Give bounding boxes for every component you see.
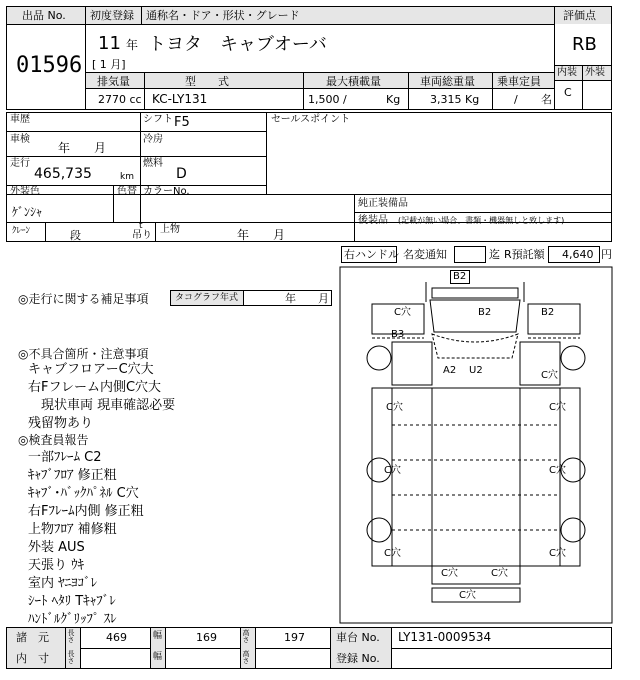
model-label: 型 式 [185,75,229,88]
lot-label: 出品 No. [22,9,66,22]
color-code-label: カラーNo. [143,186,190,197]
seats-label: 乗車定員 [497,75,541,88]
rating-label: 評価点 [563,9,596,22]
running-notes-label: ◎走行に関する補足事項 [18,292,149,306]
wheel-front-right [561,346,585,370]
damage-mark: C穴 [541,370,558,381]
upper-label: 上物 [160,224,180,235]
damage-mark: B2 [541,307,555,318]
oem-equipment-label: 純正装備品 [358,198,408,209]
damage-mark: C穴 [549,548,566,559]
inspector-line: 一部ﾌﾚｰﾑ C2 [28,450,102,465]
wheel-front-left [367,346,391,370]
damage-mark: A2 [443,365,457,376]
shift-value: F5 [174,115,190,130]
damage-mark: C穴 [384,548,401,559]
interior-grade: C [564,86,572,99]
crane-ton: 吊り [132,230,152,241]
tacho-label: タコグラフ年式 [175,293,239,303]
chassis-value: LY131-0009534 [398,630,492,644]
left-door [392,342,432,385]
weight-label: 車両総重量 [420,75,475,88]
tacho-value: 年 月 [285,292,329,305]
height-label: 高さ [242,629,250,643]
recycle-label: R預託額 [504,248,545,261]
bed-floor [392,388,560,566]
crane-stage: 段 [70,229,81,242]
inspector-line: 上物ﾌﾛｱ 補修粗 [28,522,117,537]
inspector-line: ｷｬﾌﾞ･ﾊﾞｯｸﾊﾟﾈﾙ C穴 [28,486,139,501]
recycle-amount: 4,640 [562,248,594,261]
seats-value: / [514,93,518,106]
color-change-label: 色替 [117,186,137,197]
mileage-unit: km [120,172,134,182]
rear-bumper [432,588,520,602]
history-label: 車歴 [10,114,30,125]
roof-outline [432,288,518,298]
damage-mark: C穴 [491,568,508,579]
damage-mark: C穴 [459,590,476,601]
length-value: 469 [106,631,127,644]
rating-value: RB [572,34,597,55]
deadline-label: 迄 [489,248,500,261]
exterior-label: 外装 [585,67,605,78]
color-label: 外装色 [10,186,40,197]
first-reg-label: 初度登録 [90,9,134,22]
defect-line: 右Fフレーム内側C穴大 [28,380,162,395]
aftermarket-note: (記載が無い場合、書類・機器無しと致します) [398,216,565,225]
gross-weight-value: 3,315 Kg [430,93,480,106]
damage-mark: C穴 [549,465,566,476]
damage-mark: B2 [453,271,467,282]
damage-mark: C穴 [394,307,411,318]
inspector-line: ｼｰﾄ ﾍﾀﾘ Tｷｬﾌﾞﾚ [28,594,116,609]
year-unit: 年 [126,38,139,52]
inner-height-label: 高さ [242,650,250,664]
height-value: 197 [284,631,305,644]
inspector-line: 天張り ｳｷ [28,558,85,573]
damage-mark: C穴 [384,465,401,476]
damage-mark: C穴 [386,402,403,413]
first-reg-month: [ 1 月] [92,58,126,71]
recycle-unit: 円 [601,248,612,261]
shift-label: シフト [143,114,173,125]
inspector-line: 右Fﾌﾚｰﾑ内側 修正粗 [28,504,144,519]
first-reg-year: 11 [98,33,121,54]
model-value: KC-LY131 [152,92,208,106]
displacement-label: 排気量 [97,75,130,88]
inspector-line: ｷｬﾌﾞﾌﾛｱ 修正粗 [28,468,117,483]
damage-mark: B2 [478,307,492,318]
name-change-label: 名変通知 [403,248,447,261]
chassis-label: 車台 No. [336,631,380,644]
color-value: ｹﾞﾝｼｬ [12,205,43,219]
defect-line: 残留物あり [28,416,94,431]
inner-length-label: 長さ [67,650,75,664]
aftermarket-label: 後装品 [358,215,388,226]
damage-mark: C穴 [441,568,458,579]
diagram-frame [340,267,612,623]
seats-unit: 名 [541,93,552,106]
steering-value: 右ハンドル [344,248,399,261]
cab-top [430,300,520,332]
lot-number: 01596 [16,53,83,78]
interior-label: 内装 [557,67,577,78]
mileage-label: 走行 [10,158,30,169]
windshield [432,334,518,358]
damage-mark: U2 [469,365,483,376]
inspection-label: 車検 [10,134,30,145]
wheel-rear-right [561,518,585,542]
car-name: トヨタ キャブオーバ [148,34,327,55]
damage-mark: C穴 [549,402,566,413]
name-label: 通称名・ドア・形状・グレード [146,9,300,22]
width-label: 幅 [153,631,163,641]
inspector-label: ◎検査員報告 [18,433,89,447]
sales-point-label: セールスポイント [271,114,351,125]
wheel-rear-left [367,518,391,542]
defect-line: キャブフロアーC穴大 [28,362,154,377]
length-label: 長さ [67,629,75,643]
inspector-line: ﾊﾝﾄﾞﾙｸﾞﾘｯﾌﾟ ｽﾚ [28,612,117,627]
crane-ton-unit: t [139,221,143,231]
load-label: 最大積載量 [326,75,381,88]
defects-label: ◎不具合箇所・注意事項 [18,347,149,361]
upper-value: 年 月 [237,228,286,242]
damage-mark: B3 [391,329,405,340]
inner-dimensions-label: 内 寸 [16,652,49,665]
max-load-value: 1,500 / [308,93,347,106]
displacement-value: 2770 cc [98,93,142,106]
fuel-label: 燃料 [143,158,163,169]
aircon-label: 冷房 [143,134,163,145]
mileage-value: 465,735 [34,166,92,182]
crane-label: ｸﾚｰﾝ [12,226,31,236]
defect-line: 現状車両 現車確認必要 [28,398,176,413]
width-value: 169 [196,631,217,644]
inspector-line: 外装 AUS [28,540,85,555]
inspector-line: 室内 ﾔﾆﾖｺﾞﾚ [28,576,98,591]
fuel-value: D [176,166,187,182]
inner-width-label: 幅 [153,652,163,662]
registration-label: 登録 No. [336,652,380,665]
dimensions-label: 諸 元 [16,631,49,644]
inspection-value: 年 月 [58,141,107,155]
load-unit: Kg [386,93,401,106]
